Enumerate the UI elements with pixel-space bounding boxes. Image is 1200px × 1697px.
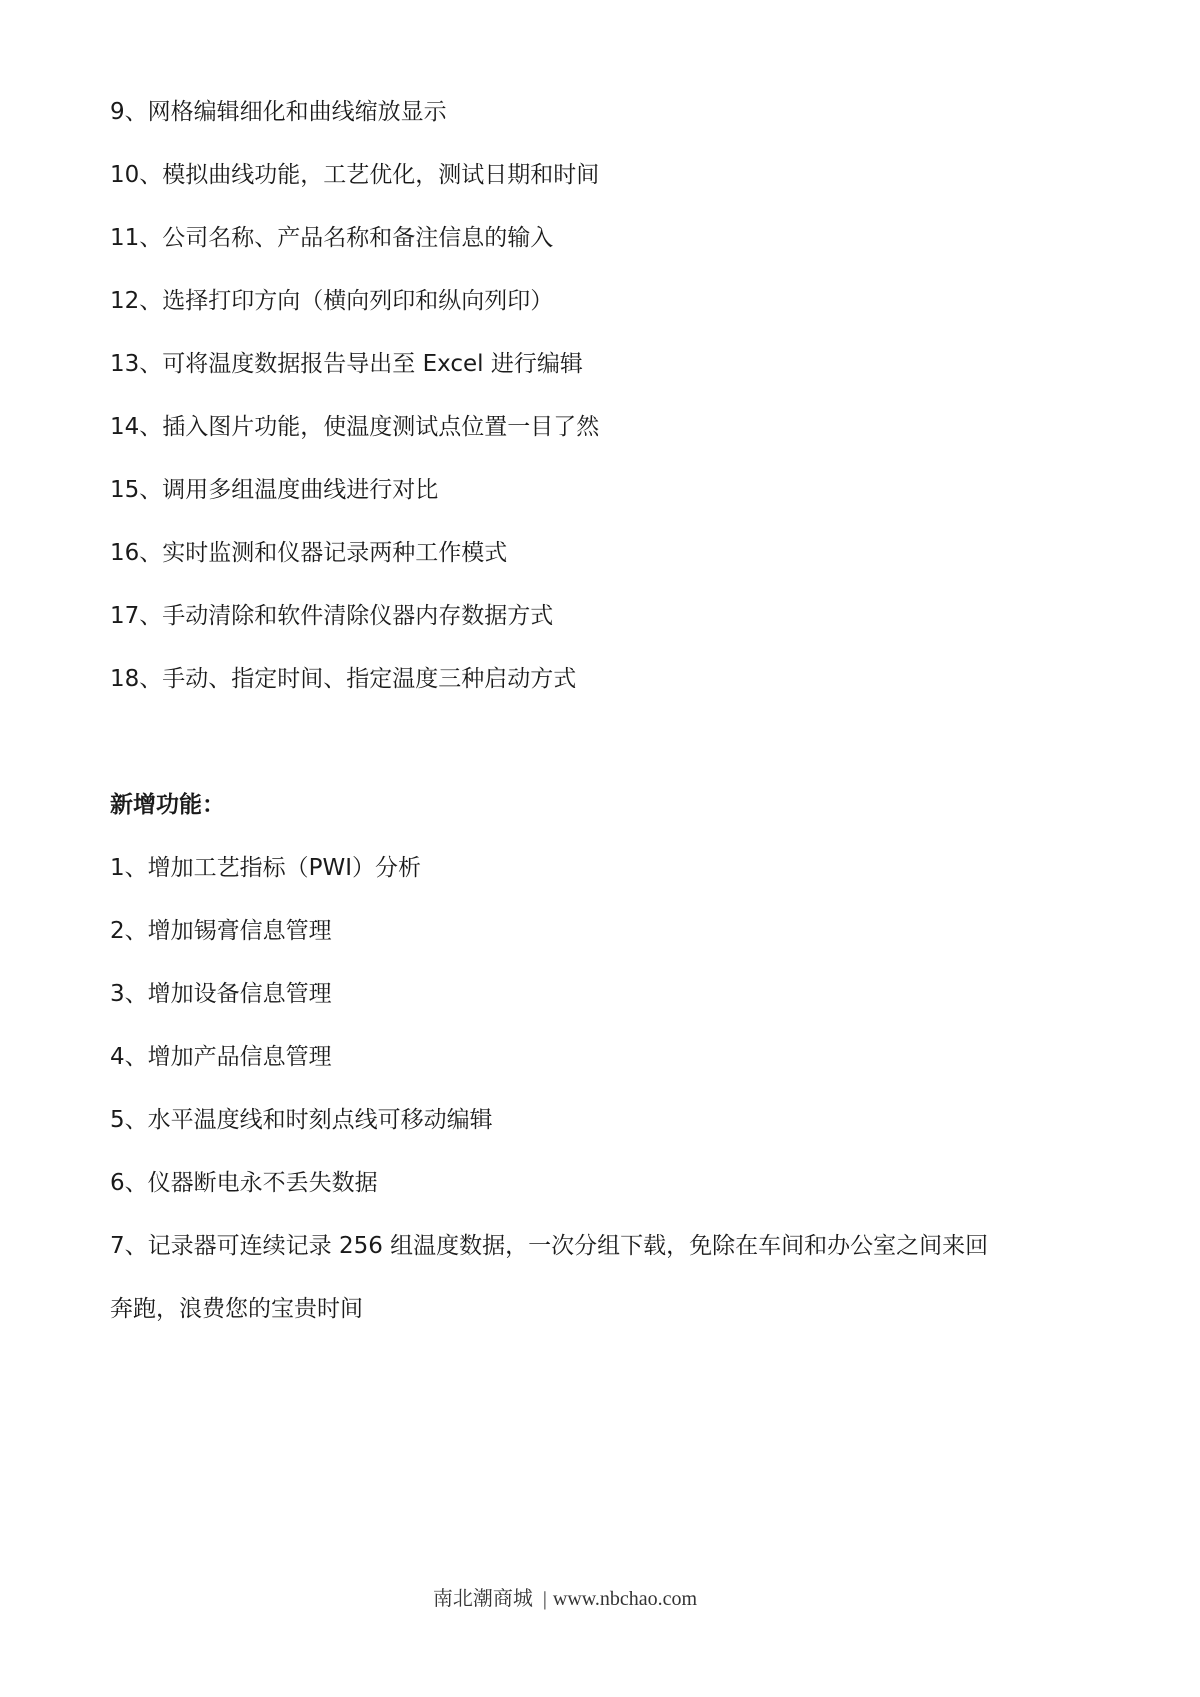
new-feature-item-7-continued: 奔跑，浪费您的宝贵时间 [110, 1296, 363, 1322]
footer-url[interactable]: www.nbchao.com [552, 1588, 698, 1610]
new-features-heading: 新增功能： [110, 792, 225, 818]
feature-item-12: 12、选择打印方向（横向列印和纵向列印） [110, 288, 554, 314]
feature-item-13: 13、可将温度数据报告导出至 Excel 进行编辑 [110, 351, 583, 377]
feature-item-10: 10、模拟曲线功能，工艺优化，测试日期和时间 [110, 162, 600, 188]
footer-separator: | [542, 1588, 547, 1610]
page-footer [0, 1582, 1130, 1611]
feature-item-9: 9、网格编辑细化和曲线缩放显示 [110, 99, 447, 125]
feature-item-17: 17、手动清除和软件清除仪器内存数据方式 [110, 603, 554, 629]
new-feature-item-6: 6、仪器断电永不丢失数据 [110, 1170, 378, 1196]
new-feature-item-5: 5、水平温度线和时刻点线可移动编辑 [110, 1107, 493, 1133]
new-feature-item-4: 4、增加产品信息管理 [110, 1044, 332, 1070]
feature-item-16: 16、实时监测和仪器记录两种工作模式 [110, 540, 508, 566]
feature-item-11: 11、公司名称、产品名称和备注信息的输入 [110, 225, 554, 251]
new-feature-item-7: 7、记录器可连续记录 256 组温度数据，一次分组下载，免除在车间和办公室之间来回 [110, 1233, 989, 1259]
new-feature-item-3: 3、增加设备信息管理 [110, 981, 332, 1007]
new-feature-item-1: 1、增加工艺指标（PWI）分析 [110, 855, 422, 881]
feature-item-15: 15、调用多组温度曲线进行对比 [110, 477, 439, 503]
new-feature-item-2: 2、增加锡膏信息管理 [110, 918, 332, 944]
feature-item-18: 18、手动、指定时间、指定温度三种启动方式 [110, 666, 577, 692]
footer-site-name: 南北潮商城 [432, 1588, 533, 1610]
feature-item-14: 14、插入图片功能，使温度测试点位置一目了然 [110, 414, 600, 440]
